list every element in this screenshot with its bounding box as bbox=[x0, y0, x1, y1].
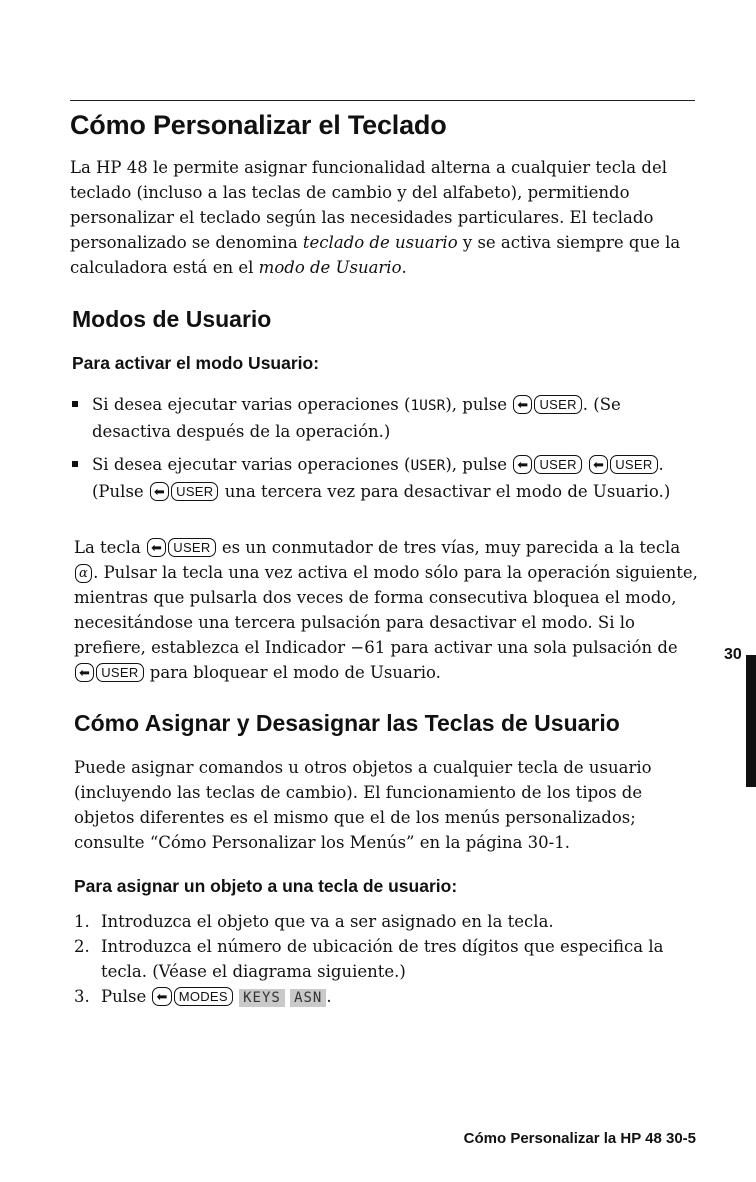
user-key-icon: USER bbox=[96, 663, 143, 682]
left-shift-key-icon: ⬅ bbox=[513, 455, 532, 474]
left-shift-key-icon: ⬅ bbox=[75, 663, 94, 682]
top-rule bbox=[70, 100, 695, 101]
user-key-icon: USER bbox=[534, 395, 581, 414]
chapter-tab-bar bbox=[746, 655, 756, 787]
chapter-tab-number: 30 bbox=[724, 646, 742, 663]
left-shift-key-icon: ⬅ bbox=[513, 395, 532, 414]
assign-steps bbox=[74, 909, 694, 1009]
user-key-icon: USER bbox=[168, 538, 215, 557]
subheading-activate-user-mode: Para activar el modo Usuario: bbox=[72, 353, 320, 373]
alpha-key-icon: α bbox=[75, 564, 92, 583]
subheading-assign-object: Para asignar un objeto a una tecla de usuario: bbox=[74, 876, 458, 896]
modes-key-icon: MODES bbox=[174, 987, 233, 1006]
section-heading-user-modes: Modos de Usuario bbox=[72, 306, 272, 332]
left-shift-key-icon: ⬅ bbox=[152, 987, 171, 1006]
list-item: Si desea ejecutar varias operaciones (USER), pulse ⬅ USER ⬅ USER . (Pulse ⬅ USER una tercera vez para desactivar el modo de Usuario.) bbox=[70, 452, 690, 504]
user-key-icon: USER bbox=[610, 455, 657, 474]
list-item: Si desea ejecutar varias operaciones (1USR), pulse ⬅ USER . (Se desactiva después de la operación.) bbox=[70, 392, 690, 444]
page-title: Cómo Personalizar el Teclado bbox=[70, 110, 447, 140]
activation-bullets bbox=[70, 392, 690, 504]
list-item: 1. Introduzca el objeto que va a ser asignado en la tecla. bbox=[74, 912, 554, 931]
left-shift-key-icon: ⬅ bbox=[150, 482, 169, 501]
assign-paragraph: Puede asignar comandos u otros objetos a cualquier tecla de usuario (incluyendo las teclas de cambio). El funcionamiento de los tipos de objetos diferentes es el mismo que el de los menús personalizados; consulte “Cómo Personalizar los Menús” en la página 30-1. bbox=[74, 758, 652, 852]
section-heading-assign-keys: Cómo Asignar y Desasignar las Teclas de Usuario bbox=[74, 710, 620, 736]
list-item: 2. Introduzca el número de ubicación de tres dígitos que especifica la tecla. (Véase el diagrama siguiente.) bbox=[74, 937, 664, 981]
user-key-icon: USER bbox=[171, 482, 218, 501]
keys-softkey: KEYS bbox=[239, 989, 285, 1007]
asn-softkey: ASN bbox=[290, 989, 326, 1007]
left-shift-key-icon: ⬅ bbox=[147, 538, 166, 557]
toggle-paragraph: La tecla ⬅ USER es un conmutador de tres vías, muy parecida a la tecla α . Pulsar la tecla una vez activa el modo sólo para la operación siguiente, mientras que pulsarla dos veces de forma consecutiva bloquea el modo, necesitándose una tercera pulsación para desactivar el modo. Si lo prefiere, establezca el Indicador −61 para activar una sola pulsación de ⬅ USER para bloquear el modo de Usuario. bbox=[74, 538, 698, 682]
page-footer: Cómo Personalizar la HP 48 30-5 bbox=[463, 1130, 696, 1147]
user-key-icon: USER bbox=[534, 455, 581, 474]
intro-paragraph: La HP 48 le permite asignar funcionalidad alterna a cualquier tecla del teclado (incluso a las teclas de cambio y del alfabeto), permitiendo personalizar el teclado según las necesidades particulares. El teclado personalizado se denomina teclado de usuario y se activa siempre que la calculadora está en el modo de Usuario. bbox=[70, 158, 681, 277]
left-shift-key-icon: ⬅ bbox=[589, 455, 608, 474]
list-item: 3. Pulse ⬅ MODES KEYS ASN . bbox=[74, 987, 332, 1006]
